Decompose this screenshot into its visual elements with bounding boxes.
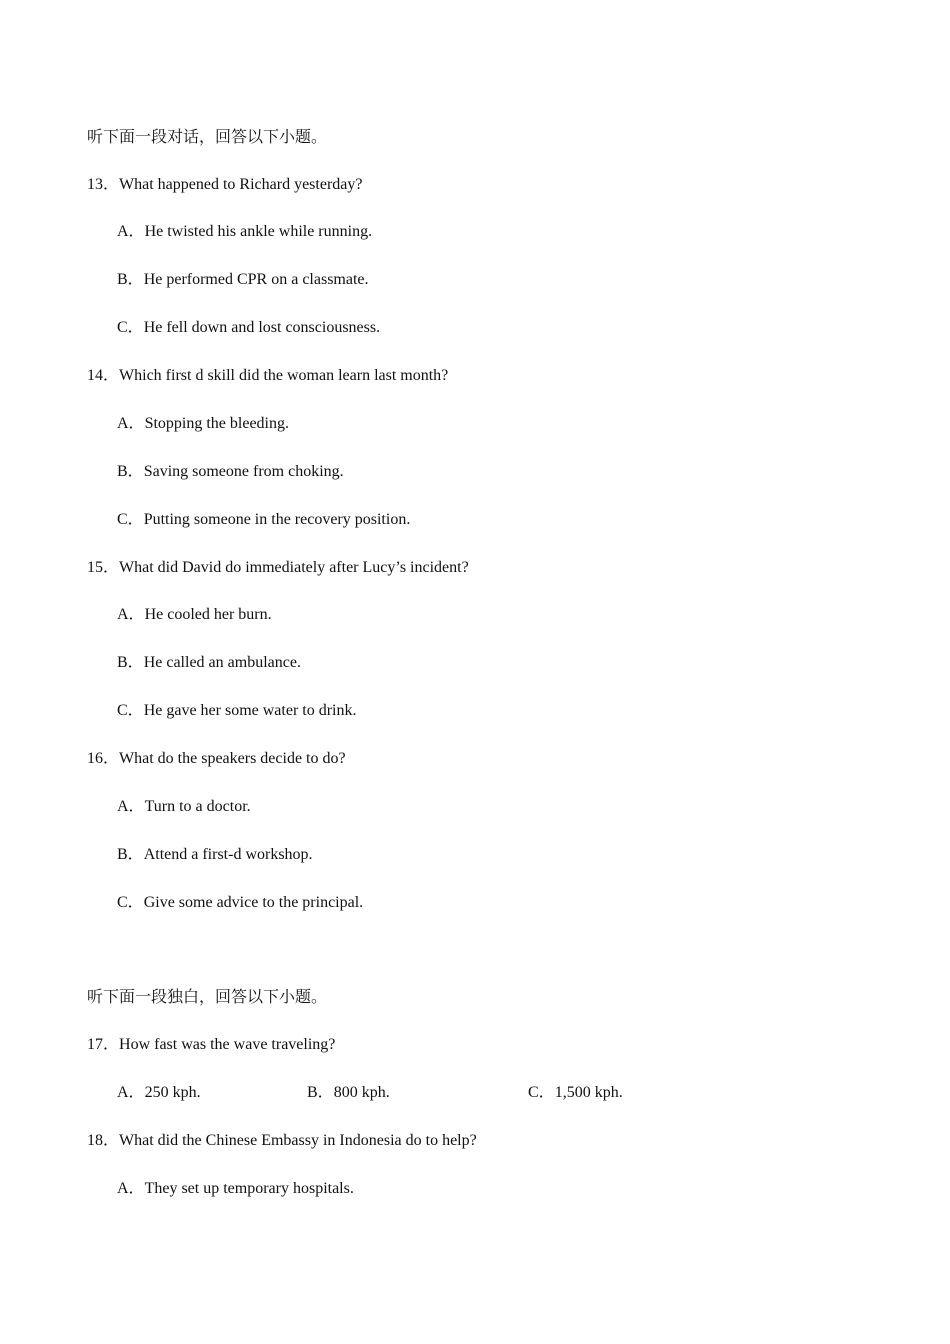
option-text: Saving someone from choking. — [143, 463, 344, 480]
option-16-c — [117, 893, 363, 913]
option-text: He fell down and lost consciousness. — [143, 319, 381, 336]
option-letter: A． — [117, 606, 145, 623]
question-16 — [87, 749, 346, 769]
option-15-c — [117, 701, 357, 721]
question-text: How fast was the wave traveling? — [119, 1036, 336, 1053]
option-letter: A． — [117, 1084, 145, 1101]
option-text: He cooled her burn. — [144, 606, 272, 623]
option-17-b — [307, 1083, 390, 1103]
option-letter: A． — [117, 798, 145, 815]
option-letter: B． — [117, 846, 144, 863]
option-13-c — [117, 318, 380, 338]
question-text: What did David do immediately after Lucy’s incident? — [119, 559, 469, 576]
option-text: 250 kph. — [144, 1084, 201, 1101]
section-intro: 听下面一段对话，回答以下小题。 — [87, 129, 328, 146]
option-17-c — [528, 1083, 623, 1103]
option-14-c — [117, 510, 410, 530]
option-text: He twisted his ankle while running. — [144, 223, 373, 240]
option-letter: C． — [117, 319, 144, 336]
option-15-b — [117, 653, 301, 673]
option-letter: C． — [117, 894, 144, 911]
option-letter: B． — [117, 463, 144, 480]
option-13-a — [117, 222, 372, 242]
option-13-b — [117, 270, 369, 290]
question-13 — [87, 175, 362, 195]
question-text: What do the speakers decide to do? — [119, 750, 346, 767]
option-14-a — [117, 414, 289, 434]
question-number: 13． — [87, 176, 120, 193]
option-letter: B． — [117, 271, 144, 288]
question-text: What happened to Richard yesterday? — [119, 176, 363, 193]
option-text: He gave her some water to drink. — [143, 702, 357, 719]
option-letter: B． — [307, 1084, 334, 1101]
option-letter: C． — [117, 702, 144, 719]
question-text: What did the Chinese Embassy in Indonesia do to help? — [119, 1132, 477, 1149]
option-text: They set up temporary hospitals. — [144, 1180, 354, 1197]
section-intro: 听下面一段独白，回答以下小题。 — [87, 989, 328, 1006]
question-15 — [87, 558, 469, 578]
option-14-b — [117, 462, 344, 482]
question-number: 16． — [87, 750, 120, 767]
option-18-a — [117, 1179, 354, 1199]
option-text: He called an ambulance. — [143, 654, 301, 671]
question-number: 17． — [87, 1036, 120, 1053]
option-text: Attend a first-d workshop. — [143, 846, 313, 863]
option-text: He performed CPR on a classmate. — [143, 271, 369, 288]
option-text: Turn to a doctor. — [144, 798, 251, 815]
option-16-a — [117, 797, 251, 817]
question-number: 15． — [87, 559, 120, 576]
option-letter: A． — [117, 415, 145, 432]
question-number: 18． — [87, 1132, 120, 1149]
question-17 — [87, 1035, 335, 1055]
option-letter: C． — [528, 1084, 555, 1101]
option-text: 1,500 kph. — [554, 1084, 623, 1101]
question-14 — [87, 366, 448, 386]
question-text: Which first d skill did the woman learn last month? — [119, 367, 449, 384]
option-text: 800 kph. — [333, 1084, 390, 1101]
question-number: 14． — [87, 367, 120, 384]
question-18 — [87, 1131, 477, 1151]
option-16-b — [117, 845, 313, 865]
option-15-a — [117, 605, 272, 625]
option-letter: A． — [117, 223, 145, 240]
option-letter: C． — [117, 511, 144, 528]
option-letter: A． — [117, 1180, 145, 1197]
option-letter: B． — [117, 654, 144, 671]
option-text: Give some advice to the principal. — [143, 894, 364, 911]
option-17-a — [117, 1083, 201, 1103]
option-text: Putting someone in the recovery position. — [143, 511, 411, 528]
option-text: Stopping the bleeding. — [144, 415, 289, 432]
